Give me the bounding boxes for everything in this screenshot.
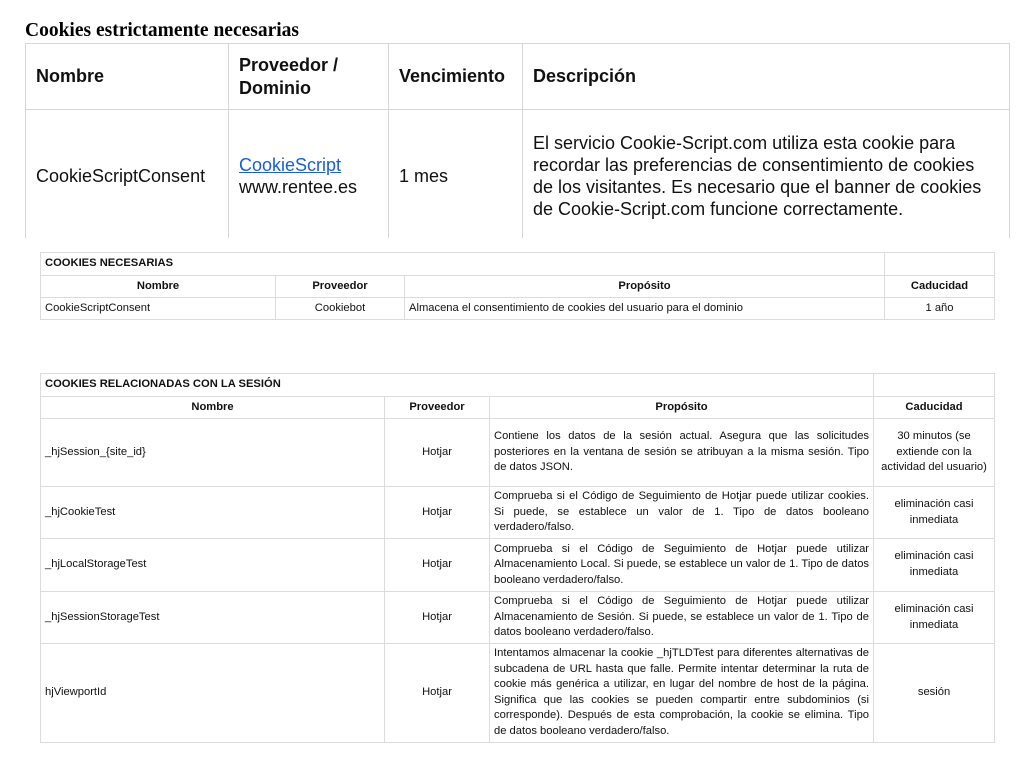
table-header-row — [41, 276, 995, 298]
cookie-name: _hjSessionStorageTest — [41, 592, 385, 644]
cookie-name: hjViewportId — [41, 644, 385, 743]
caption-empty-cell — [885, 253, 995, 276]
cookie-purpose: Comprueba si el Código de Seguimiento de Hotjar puede utilizar Almacenamiento de Sesión. Si puede, se establece un valor de 1. Tipo de datos booleano verdadero/falso. — [490, 592, 874, 644]
cookie-expiry: eliminación casi inmediata — [874, 592, 995, 644]
table-caption-row — [41, 253, 995, 276]
header-name: Nombre — [41, 276, 276, 298]
cookie-name: CookieScriptConsent — [26, 110, 229, 242]
table-row — [41, 419, 995, 487]
cookie-purpose: Comprueba si el Código de Seguimiento de Hotjar puede utilizar cookies. Si puede, se establece un valor de 1. Tipo de datos booleano verdadero/falso. — [490, 487, 874, 539]
table-header-row — [41, 397, 995, 419]
table-row — [41, 539, 995, 592]
cookie-table-necessary — [40, 252, 995, 320]
header-provider-domain: Proveedor / Dominio — [229, 44, 389, 110]
table-clip — [0, 238, 1024, 250]
table-header-row — [26, 44, 1010, 110]
provider-cell — [229, 110, 389, 242]
header-provider: Proveedor — [276, 276, 405, 298]
cookie-expiry: eliminación casi inmediata — [874, 539, 995, 592]
header-expiry: Caducidad — [885, 276, 995, 298]
cookie-provider: Hotjar — [385, 644, 490, 743]
table-caption: COOKIES RELACIONADAS CON LA SESIÓN — [41, 374, 874, 397]
header-expiry: Caducidad — [874, 397, 995, 419]
header-provider: Proveedor — [385, 397, 490, 419]
cookie-provider: Cookiebot — [276, 298, 405, 320]
table-row — [41, 644, 995, 743]
cookie-provider: Hotjar — [385, 487, 490, 539]
header-expiry: Vencimiento — [389, 44, 523, 110]
cookie-expiry: 1 año — [885, 298, 995, 320]
cookie-table-session — [40, 373, 995, 743]
provider-domain: www.rentee.es — [239, 176, 358, 197]
table-caption: COOKIES NECESARIAS — [41, 253, 885, 276]
cookie-name: CookieScriptConsent — [41, 298, 276, 320]
cookie-expiry: 30 minutos (se extiende con la actividad del usuario) — [874, 419, 995, 487]
table-caption-row — [41, 374, 995, 397]
header-purpose: Propósito — [405, 276, 885, 298]
header-description: Descripción — [523, 44, 1010, 110]
cookie-expiry: eliminación casi inmediata — [874, 487, 995, 539]
cookie-purpose: Contiene los datos de la sesión actual. Asegura que las solicitudes posteriores en la ventana de sesión se atribuyan a la misma sesión. Tipo de datos JSON. — [490, 419, 874, 487]
header-purpose: Propósito — [490, 397, 874, 419]
cookie-purpose: Intentamos almacenar la cookie _hjTLDTest para diferentes alternativas de subcadena de URL hasta que falle. Permite intentar determinar la ruta de cookie más genérica a utilizar, en lugar del nombre de host de la página. Significa que las cookies se pueden compartir entre subdominios (si corresponde). Después de esta comprobación, la cookie se elimina. Tipo de datos booleano verdadero/falso. — [490, 644, 874, 743]
cookie-name: _hjLocalStorageTest — [41, 539, 385, 592]
table-row — [41, 487, 995, 539]
cookie-name: _hjCookieTest — [41, 487, 385, 539]
cookie-expiry: sesión — [874, 644, 995, 743]
section-title: Cookies estrictamente necesarias — [25, 20, 299, 41]
cookie-expiry: 1 mes — [389, 110, 523, 242]
cookie-provider: Hotjar — [385, 539, 490, 592]
cookie-name: _hjSession_{site_id} — [41, 419, 385, 487]
provider-link[interactable]: CookieScript — [239, 154, 342, 175]
table-row — [26, 110, 1010, 242]
caption-empty-cell — [874, 374, 995, 397]
table-row — [41, 592, 995, 644]
cookie-provider: Hotjar — [385, 419, 490, 487]
cookie-table-strict — [25, 43, 1010, 242]
cookie-purpose: Almacena el consentimiento de cookies del usuario para el dominio — [405, 298, 885, 320]
cookie-purpose: Comprueba si el Código de Seguimiento de Hotjar puede utilizar Almacenamiento Local. Si puede, se establece un valor de 1. Tipo de datos booleano verdadero/falso. — [490, 539, 874, 592]
cookie-description: El servicio Cookie-Script.com utiliza esta cookie para recordar las preferencias de consentimiento de cookies de los visitantes. Es necesario que el banner de cookies de Cookie-Script.com funcione correctamente. — [523, 110, 1010, 242]
table-row — [41, 298, 995, 320]
header-name: Nombre — [41, 397, 385, 419]
header-name: Nombre — [26, 44, 229, 110]
cookie-provider: Hotjar — [385, 592, 490, 644]
